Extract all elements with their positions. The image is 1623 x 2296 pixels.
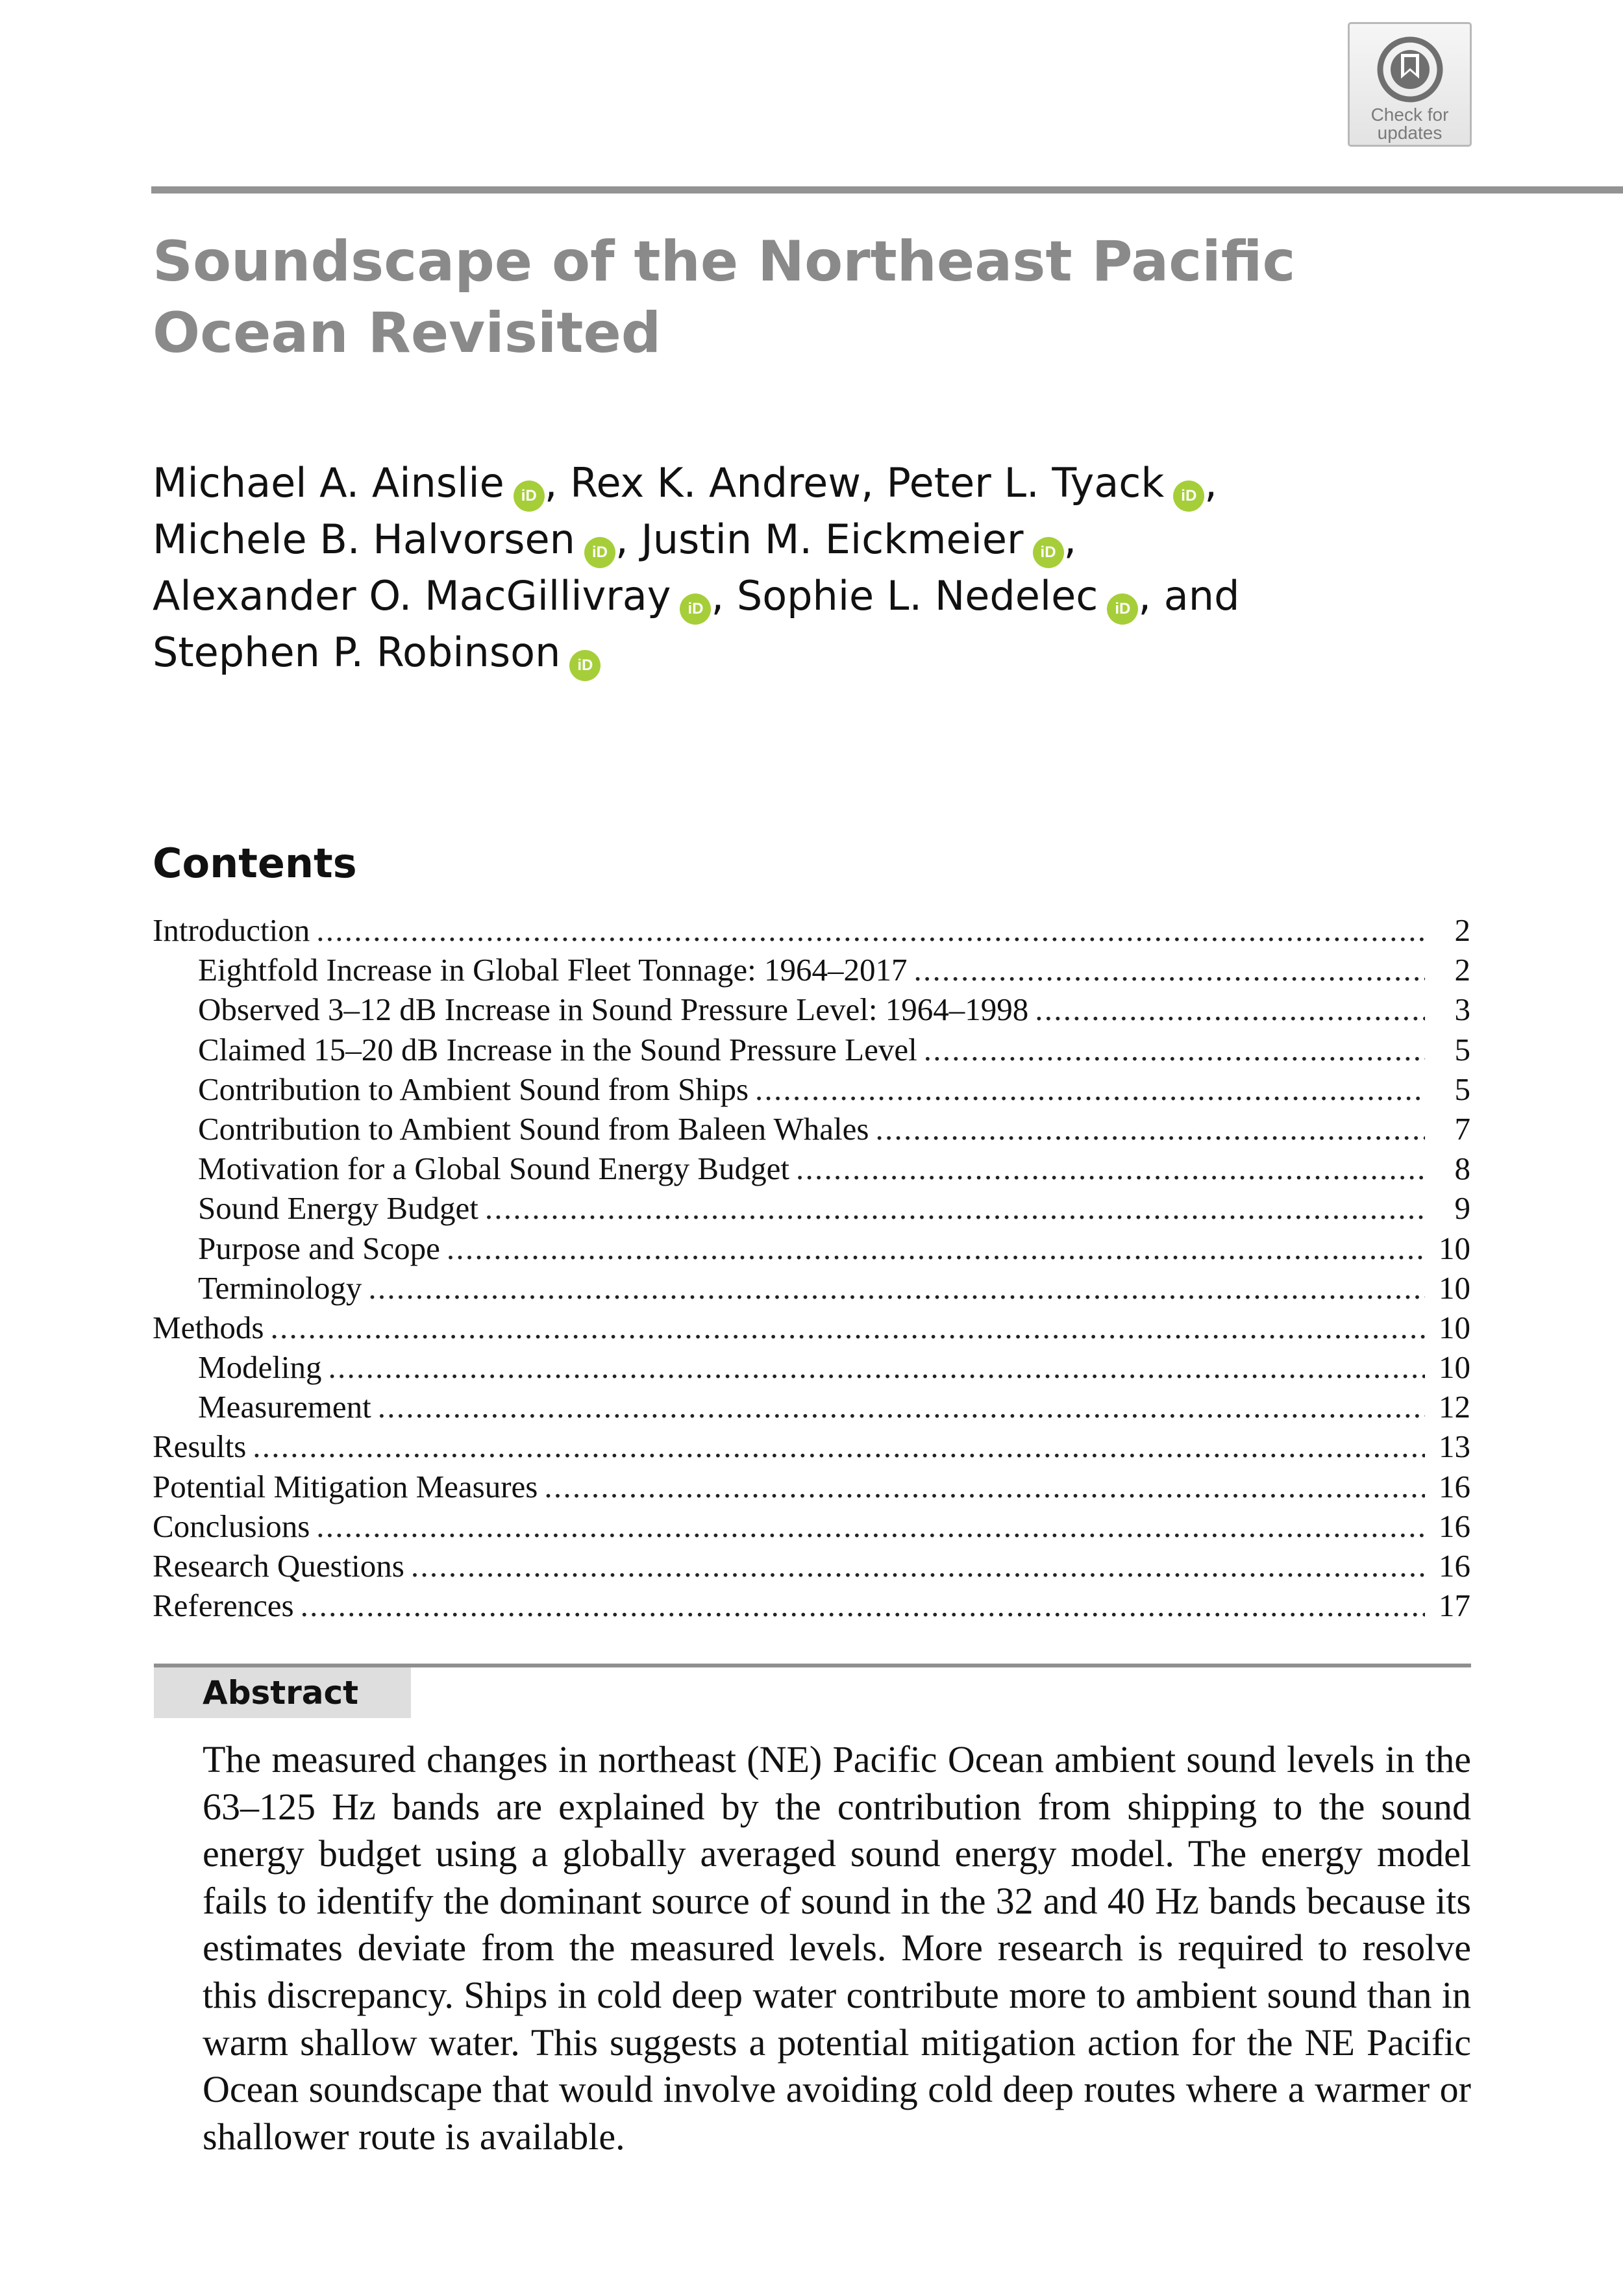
toc-label: Methods bbox=[153, 1309, 264, 1345]
toc-entry[interactable] bbox=[153, 1149, 1470, 1188]
toc-entry[interactable] bbox=[153, 1109, 1470, 1149]
toc-leader-dots bbox=[875, 1109, 1425, 1149]
toc-entry[interactable] bbox=[153, 1546, 1470, 1586]
author-separator: , bbox=[1204, 459, 1218, 506]
table-of-contents bbox=[153, 910, 1470, 1625]
toc-label: Conclusions bbox=[153, 1508, 310, 1544]
author-separator: , and bbox=[1138, 572, 1240, 619]
toc-page-number: 5 bbox=[1454, 1031, 1470, 1067]
toc-page-number: 10 bbox=[1439, 1269, 1470, 1306]
orcid-icon[interactable]: iD bbox=[680, 593, 711, 625]
author-name: Rex K. Andrew bbox=[570, 459, 861, 506]
toc-leader-dots bbox=[924, 1030, 1425, 1069]
toc-entry[interactable] bbox=[153, 1467, 1470, 1506]
contents-heading: Contents bbox=[153, 840, 357, 887]
orcid-icon[interactable]: iD bbox=[514, 480, 545, 512]
toc-page-number: 10 bbox=[1439, 1230, 1470, 1266]
toc-page-number: 7 bbox=[1454, 1110, 1470, 1147]
toc-label: Research Questions bbox=[153, 1548, 404, 1584]
toc-page-number: 2 bbox=[1454, 912, 1470, 948]
toc-entry[interactable] bbox=[153, 1347, 1470, 1387]
author-name: Michael A. Ainslie bbox=[153, 459, 504, 506]
badge-text-line1: Check for bbox=[1370, 105, 1449, 125]
toc-page-number: 10 bbox=[1439, 1309, 1470, 1345]
toc-page-number: 2 bbox=[1454, 952, 1470, 988]
toc-page-number: 16 bbox=[1439, 1508, 1470, 1544]
toc-page-number: 12 bbox=[1439, 1389, 1470, 1425]
toc-label: Observed 3–12 dB Increase in Sound Pressure Level: 1964–1998 bbox=[198, 992, 1029, 1028]
author-name: Stephen P. Robinson bbox=[153, 629, 561, 676]
toc-leader-dots bbox=[755, 1069, 1425, 1109]
toc-label: Measurement bbox=[198, 1389, 371, 1425]
author-separator: , bbox=[1063, 516, 1077, 563]
author-separator: , bbox=[544, 459, 571, 506]
toc-label: Results bbox=[153, 1429, 247, 1465]
toc-entry[interactable] bbox=[153, 1387, 1470, 1427]
abstract-text: The measured changes in northeast (NE) Pacific Ocean ambient sound levels in the 63–125 Hz bands are explained by the contribution from shipping to the sound energy budget using a globally averaged sound energy model. The energy model fails to identify the dominant source of sound in the 32 and 40 Hz bands because its estimates deviate from the measured levels. More research is required to resolve this discrepancy. Ships in cold deep water contribute more to ambient sound than in warm shallow water. This suggests a potential mitigation action for the NE Pacific Ocean soundscape that would involve avoiding cold deep routes where a warmer or shallower route is available. bbox=[203, 1738, 1471, 2158]
orcid-icon[interactable]: iD bbox=[584, 537, 615, 568]
toc-entry[interactable] bbox=[153, 1506, 1470, 1546]
toc-leader-dots bbox=[316, 910, 1425, 950]
toc-leader-dots bbox=[485, 1188, 1425, 1228]
toc-label: Claimed 15–20 dB Increase in the Sound Pressure Level bbox=[198, 1031, 917, 1067]
orcid-icon[interactable]: iD bbox=[1033, 537, 1064, 568]
toc-label: Sound Energy Budget bbox=[198, 1190, 478, 1227]
toc-entry[interactable] bbox=[153, 1427, 1470, 1466]
toc-entry[interactable] bbox=[153, 1030, 1470, 1069]
author-separator: , bbox=[711, 572, 737, 619]
orcid-icon[interactable]: iD bbox=[1173, 480, 1204, 512]
toc-leader-dots bbox=[378, 1387, 1425, 1427]
toc-label: Contribution to Ambient Sound from Ships bbox=[198, 1071, 749, 1107]
toc-label: Contribution to Ambient Sound from Baleen Whales bbox=[198, 1110, 869, 1147]
author-separator: , bbox=[861, 459, 887, 506]
toc-leader-dots bbox=[1035, 990, 1425, 1029]
toc-page-number: 16 bbox=[1439, 1548, 1470, 1584]
toc-entry[interactable] bbox=[153, 1586, 1470, 1625]
toc-leader-dots bbox=[328, 1347, 1425, 1387]
toc-entry[interactable] bbox=[153, 990, 1470, 1029]
toc-entry[interactable] bbox=[153, 1268, 1470, 1308]
author-separator: , bbox=[615, 516, 641, 563]
toc-leader-dots bbox=[271, 1308, 1426, 1347]
chapter-title: Soundscape of the Northeast Pacific Ocean Revisited bbox=[153, 229, 1296, 366]
author-name: Peter L. Tyack bbox=[886, 459, 1165, 506]
orcid-icon[interactable]: iD bbox=[1107, 593, 1138, 625]
author-name: Sophie L. Nedelec bbox=[736, 572, 1098, 619]
author-name: Alexander O. MacGillivray bbox=[153, 572, 671, 619]
toc-page-number: 13 bbox=[1439, 1429, 1470, 1465]
badge-text-line2: updates bbox=[1377, 123, 1443, 143]
toc-page-number: 9 bbox=[1454, 1190, 1470, 1227]
toc-label: Eightfold Increase in Global Fleet Tonnage: 1964–2017 bbox=[198, 952, 908, 988]
toc-leader-dots bbox=[913, 950, 1425, 990]
toc-entry[interactable] bbox=[153, 950, 1470, 990]
author-name: Justin M. Eickmeier bbox=[641, 516, 1024, 563]
toc-page-number: 17 bbox=[1439, 1588, 1470, 1624]
toc-entry[interactable] bbox=[153, 1229, 1470, 1268]
toc-leader-dots bbox=[544, 1467, 1425, 1506]
toc-leader-dots bbox=[447, 1229, 1425, 1268]
orcid-icon[interactable]: iD bbox=[569, 650, 601, 681]
toc-label: References bbox=[153, 1588, 294, 1624]
top-divider bbox=[151, 186, 1623, 193]
toc-leader-dots bbox=[253, 1427, 1425, 1466]
toc-leader-dots bbox=[796, 1149, 1425, 1188]
toc-label: Motivation for a Global Sound Energy Budget bbox=[198, 1151, 789, 1187]
check-for-updates-badge[interactable] bbox=[1348, 22, 1472, 147]
toc-leader-dots bbox=[411, 1546, 1425, 1586]
toc-entry[interactable] bbox=[153, 1188, 1470, 1228]
toc-entry[interactable] bbox=[153, 1069, 1470, 1109]
toc-leader-dots bbox=[316, 1506, 1425, 1546]
author-list bbox=[153, 455, 1354, 681]
toc-label: Modeling bbox=[198, 1349, 322, 1386]
toc-leader-dots bbox=[368, 1268, 1425, 1308]
toc-label: Purpose and Scope bbox=[198, 1230, 440, 1266]
toc-label: Introduction bbox=[153, 912, 310, 948]
toc-entry[interactable] bbox=[153, 1308, 1470, 1347]
toc-label: Potential Mitigation Measures bbox=[153, 1468, 538, 1504]
author-name: Michele B. Halvorsen bbox=[153, 516, 575, 563]
toc-entry[interactable] bbox=[153, 910, 1470, 950]
toc-page-number: 16 bbox=[1439, 1468, 1470, 1504]
toc-leader-dots bbox=[301, 1586, 1425, 1625]
toc-label: Terminology bbox=[198, 1269, 362, 1306]
bookmark-icon bbox=[1376, 36, 1444, 103]
toc-page-number: 8 bbox=[1454, 1151, 1470, 1187]
toc-page-number: 3 bbox=[1454, 992, 1470, 1028]
toc-page-number: 10 bbox=[1439, 1349, 1470, 1386]
toc-page-number: 5 bbox=[1454, 1071, 1470, 1107]
abstract-heading: Abstract bbox=[154, 1667, 411, 1718]
